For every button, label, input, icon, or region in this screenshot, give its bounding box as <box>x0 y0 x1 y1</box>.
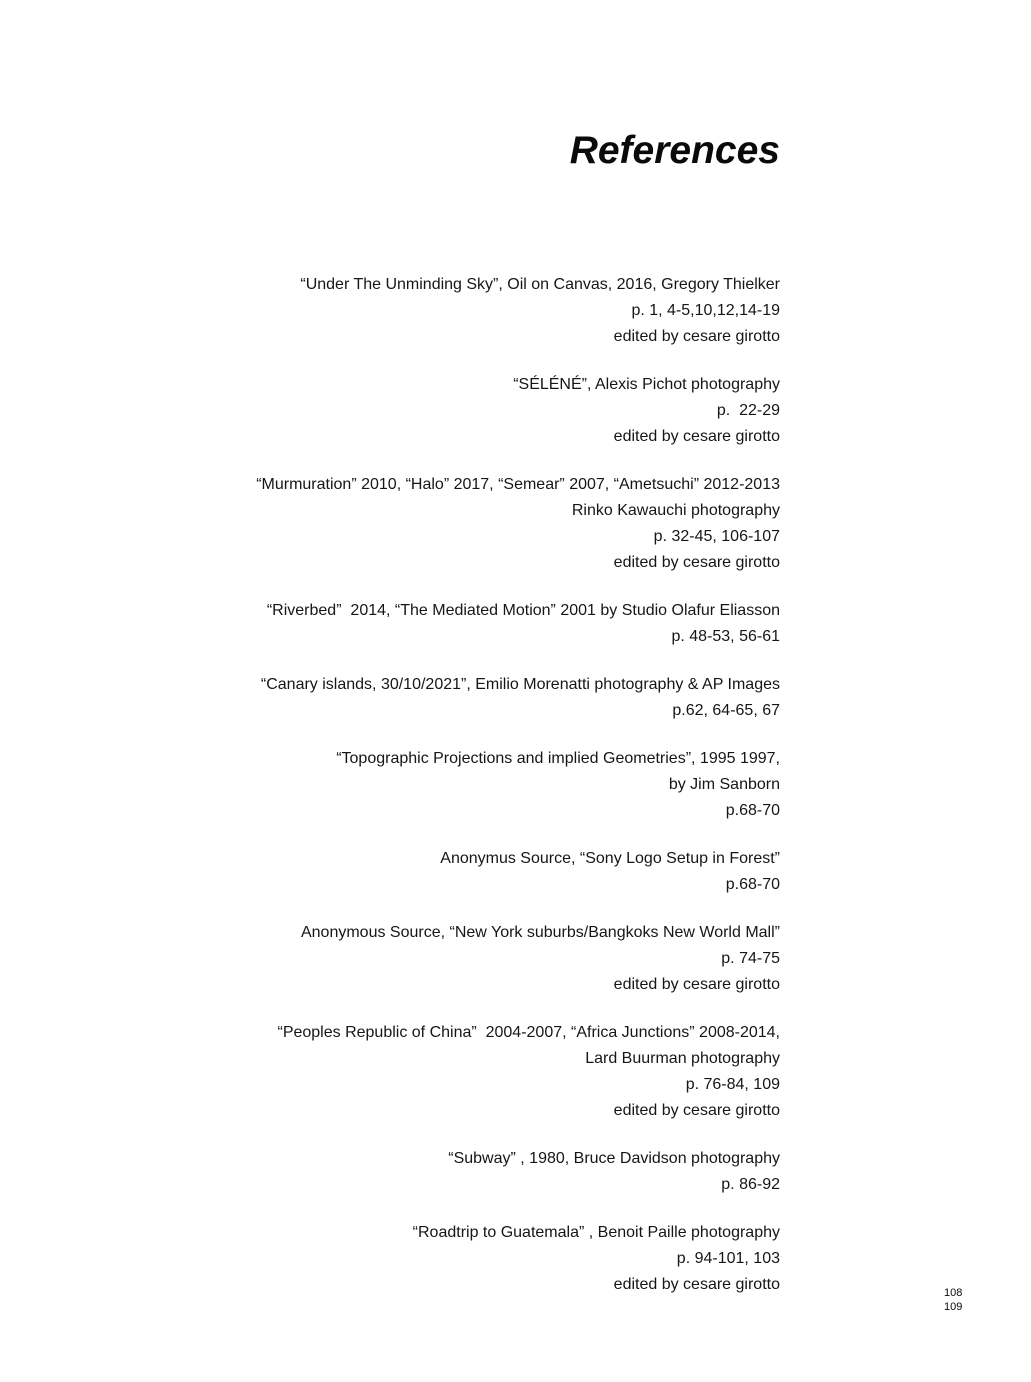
reference-line: p.68-70 <box>725 876 780 893</box>
reference-line: “Topographic Projections and implied Geometries”, 1995 1997, <box>336 750 780 767</box>
reference-line: “Peoples Republic of China” 2004-2007, “Africa Junctions” 2008-2014, <box>277 1024 780 1041</box>
reference-entry <box>0 920 780 998</box>
reference-line: edited by cesare girotto <box>613 554 780 571</box>
reference-line: p. 74-75 <box>721 950 780 967</box>
reference-line: Anonymous Source, “New York suburbs/Bangkoks New World Mall” <box>300 924 780 941</box>
folio-number-bottom: 109 <box>944 1301 963 1313</box>
reference-line: edited by cesare girotto <box>613 1276 780 1293</box>
reference-line: “Riverbed” 2014, “The Mediated Motion” 2001 by Studio Olafur Eliasson <box>266 602 780 619</box>
reference-line: Rinko Kawauchi photography <box>571 502 780 519</box>
reference-line: “Roadtrip to Guatemala” , Benoit Paille photography <box>412 1224 780 1241</box>
folio-number-top: 108 <box>944 1287 963 1299</box>
reference-entry <box>0 472 780 576</box>
reference-line: “SÉLÉNÉ”, Alexis Pichot photography <box>513 376 780 393</box>
reference-entry <box>0 272 780 350</box>
page-title: References <box>569 129 780 172</box>
references-list <box>0 272 780 1298</box>
reference-line: edited by cesare girotto <box>613 976 780 993</box>
reference-line: “Murmuration” 2010, “Halo” 2017, “Semear” 2007, “Ametsuchi” 2012-2013 <box>256 476 780 493</box>
reference-entry <box>0 1146 780 1198</box>
reference-entry <box>0 672 780 724</box>
reference-line: p.62, 64-65, 67 <box>672 702 780 719</box>
reference-line: p.68-70 <box>725 802 780 819</box>
reference-line: edited by cesare girotto <box>613 1102 780 1119</box>
reference-entry <box>0 846 780 898</box>
reference-entry <box>0 746 780 824</box>
reference-entry <box>0 598 780 650</box>
reference-line: p. 76-84, 109 <box>685 1076 780 1093</box>
reference-line: p. 1, 4-5,10,12,14-19 <box>631 302 780 319</box>
reference-line: p. 86-92 <box>721 1176 780 1193</box>
reference-line: edited by cesare girotto <box>613 328 780 345</box>
reference-line: Lard Buurman photography <box>585 1050 780 1067</box>
reference-line: “Subway” , 1980, Bruce Davidson photography <box>448 1150 780 1167</box>
reference-line: Anonymus Source, “Sony Logo Setup in Forest” <box>440 850 780 867</box>
reference-line: p. 48-53, 56-61 <box>671 628 780 645</box>
reference-line: p. 94-101, 103 <box>676 1250 780 1267</box>
folio-page-numbers <box>944 1286 962 1314</box>
reference-entry <box>0 1020 780 1124</box>
reference-line: “Canary islands, 30/10/2021”, Emilio Morenatti photography & AP Images <box>260 676 780 693</box>
reference-line: edited by cesare girotto <box>613 428 780 445</box>
reference-entry <box>0 1220 780 1298</box>
reference-entry <box>0 372 780 450</box>
reference-line: by Jim Sanborn <box>668 776 780 793</box>
reference-line: “Under The Unminding Sky”, Oil on Canvas, 2016, Gregory Thielker <box>300 276 780 293</box>
reference-line: p. 32-45, 106-107 <box>653 528 780 545</box>
reference-line: p. 22-29 <box>716 402 780 419</box>
